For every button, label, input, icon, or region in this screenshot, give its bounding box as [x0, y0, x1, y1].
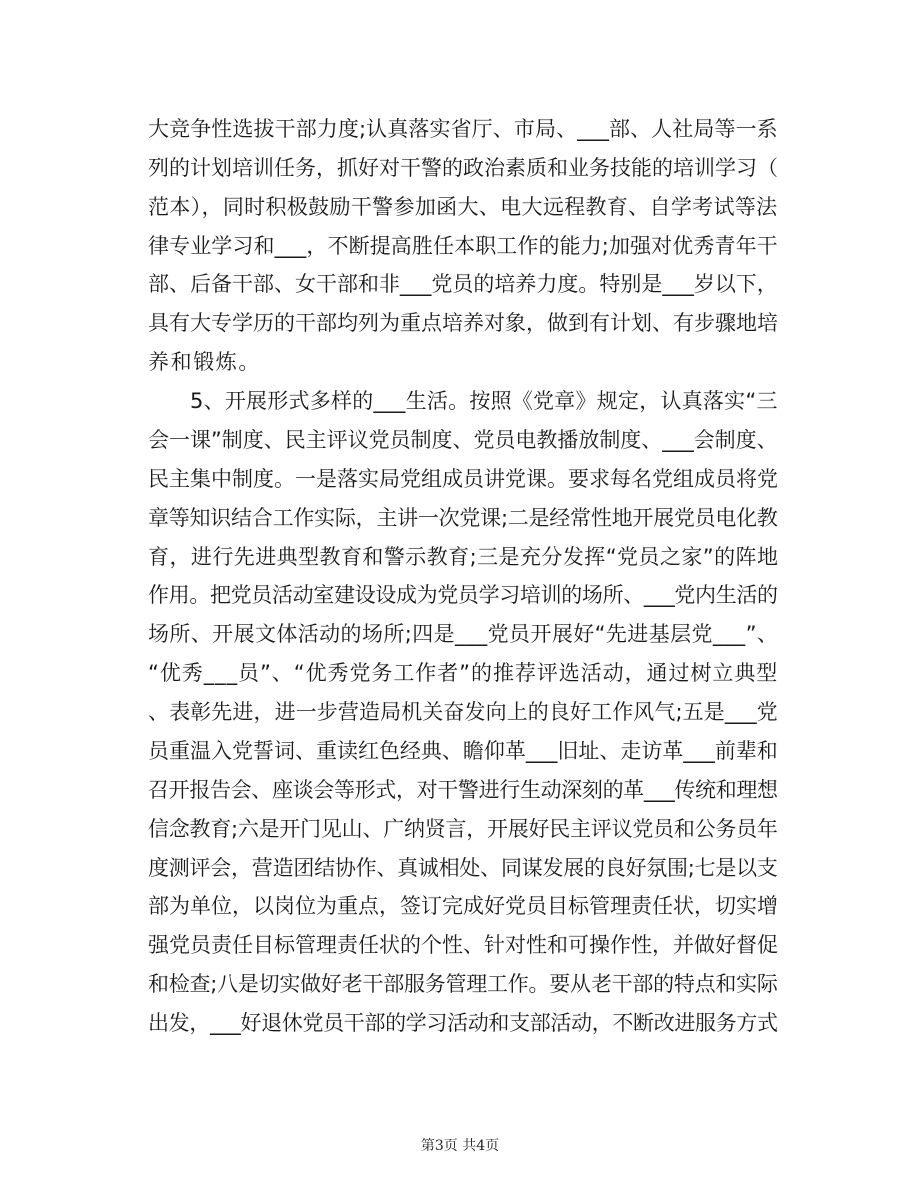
- text-line: 部、后备干部、女干部和非___党员的培养力度。特别是___岁以下，: [148, 272, 778, 297]
- text-line: 列的计划培训任务，抓好对干警的政治素质和业务技能的培训学习（: [148, 155, 778, 180]
- text-line: 和检查;八是切实做好老干部服务管理工作。要从老干部的特点和实际: [148, 972, 778, 997]
- text-line: 民主集中制度。一是落实局党组成员讲党课。要求每名党组成员将党: [148, 466, 778, 491]
- text-line: 信念教育;六是开门见山、广纳贤言，开展好民主评议党员和公务员年: [148, 816, 778, 841]
- paragraph-first-line: 5、开展形式多样的___生活。按照《党章》规定，认真落实“三: [190, 389, 778, 414]
- text-line: 强党员责任目标管理责任状的个性、针对性和可操作性，并做好督促: [148, 933, 778, 958]
- text-line: 具有大专学历的干部均列为重点培养对象，做到有计划、有步骤地培: [148, 311, 778, 336]
- text-line: 章等知识结合工作实际，主讲一次党课;二是经常性地开展党员电化教: [148, 505, 778, 530]
- text-line: “优秀___员”、“优秀党务工作者”的推荐评选活动，通过树立典型: [148, 661, 779, 686]
- text-line: 、表彰先进，进一步营造局机关奋发向上的良好工作风气;五是___党: [148, 700, 778, 725]
- text-line: 度测评会，营造团结协作、真诚相处、同谋发展的良好氛围;七是以支: [148, 855, 778, 880]
- text-line: 育，进行先进典型教育和警示教育;三是充分发挥“党员之家”的阵地: [148, 544, 779, 569]
- text-line: 大竞争性选拔干部力度;认真落实省厅、市局、___部、人社局等一系: [148, 117, 778, 141]
- text-line: 养和锻炼。: [148, 350, 261, 375]
- text-line: 作用。把党员活动室建设设成为党员学习培训的场所、___党内生活的: [148, 583, 778, 608]
- text-line: 召开报告会、座谈会等形式，对干警进行生动深刻的革___传统和理想: [148, 777, 778, 802]
- text-line: 会一课”制度、民主评议党员制度、党员电教播放制度、___会制度、: [148, 427, 778, 452]
- text-line: 场所、开展文体活动的场所;四是___党员开展好“先进基层党___”、: [148, 622, 779, 647]
- page-number-footer: 第3页 共4页: [420, 1138, 500, 1154]
- text-line: 出发，___好退休党员干部的学习活动和支部活动，不断改进服务方式: [148, 1011, 778, 1035]
- text-line: 员重温入党誓词、重读红色经典、瞻仰革___旧址、走访革___前辈和: [148, 738, 778, 763]
- text-line: 范本），同时积极鼓励干警参加函大、电大远程教育、自学考试等法: [148, 194, 778, 219]
- text-line: 律专业学习和___，不断提高胜任本职工作的能力;加强对优秀青年干: [148, 233, 778, 258]
- text-line: 部为单位，以岗位为重点，签订完成好党员目标管理责任状，切实增: [148, 894, 778, 919]
